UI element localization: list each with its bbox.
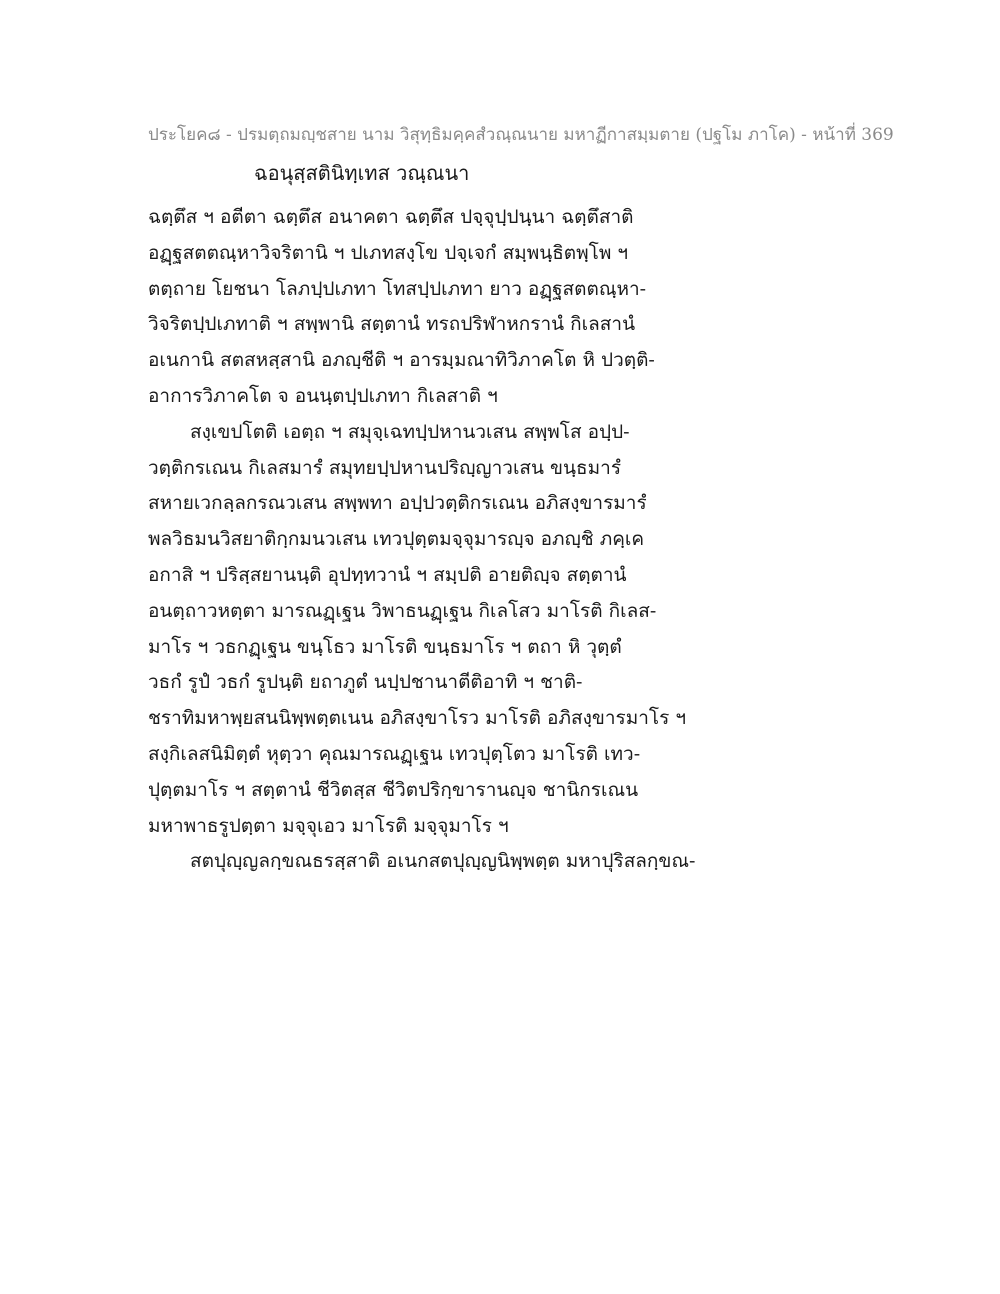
section-title: ฉอนุสฺสตินิทฺเทส วณฺณนา	[254, 161, 470, 185]
text-line: สหายเวกลฺลกรณวเสน สพฺพทา อปฺปวตฺติกรเณน อภิสงฺขารมารํ	[148, 492, 647, 515]
text-line: ชราทิมหาพฺยสนนิพฺพตฺตเนน อภิสงฺขาโรว มาโรติ อภิสงฺขารมาโร ฯ	[148, 707, 687, 730]
text-line: วตฺติกรเณน กิเลสมารํ สมุทยปฺปหานปริญฺญาวเสน ขนฺธมารํ	[148, 456, 622, 479]
text-line: อกาสิ ฯ ปริสฺสยานนฺติ อุปทฺทวานํ ฯ สมฺปติ อายติญฺจ สตฺตานํ	[148, 563, 627, 586]
paragraph-start-line: สตปุญฺญลกฺขณธรสฺสาติ อเนกสตปุญฺญนิพฺพตฺต มหาปุริสลกฺขณ-	[190, 850, 696, 873]
text-line: อฏฺฐสตตณฺหาวิจริตานิ ฯ ปเภทสงฺโข ปจฺเจกํ สมฺพนฺธิตพฺโพ ฯ	[148, 241, 629, 264]
text-line: อาการวิภาคโต จ อนนฺตปฺปเภทา กิเลสาติ ฯ	[148, 384, 498, 407]
body-text	[148, 200, 708, 880]
text-line: มาโร ฯ วธกฏฺเฐน ขนฺโธว มาโรติ ขนฺธมาโร ฯ ตถา หิ วุตฺตํ	[148, 635, 622, 658]
text-line: สงฺกิเลสนิมิตฺตํ หุตฺวา คุณมารณฏฺเฐน เทวปุตฺโตว มาโรติ เทว-	[148, 742, 641, 765]
text-line: อเนกานิ สตสหสฺสานิ อภญฺชีติ ฯ อารมฺมณาทิวิภาคโต หิ ปวตฺติ-	[148, 349, 655, 372]
text-line: อนตฺถาวหตฺตา มารณฏฺเฐน วิพาธนฏฺเฐน กิเลโสว มาโรติ กิเลส-	[148, 599, 657, 622]
page-header: ประโยค๘ - ปรมตฺถมญฺชสาย นาม วิสุทฺธิมคฺคสํวณฺณนาย มหาฏีกาสมฺมตาย (ปฐโม ภาโค) - หน้าที่ 369	[148, 125, 894, 145]
text-line: วธกํ รูปํ วธกํ รูปนฺติ ยถาภูตํ นปฺปชานาตีติอาทิ ฯ ชาติ-	[148, 671, 583, 694]
text-line: มหาพาธรูปตฺตา มจฺจุเอว มาโรติ มจฺจุมาโร ฯ	[148, 814, 509, 837]
text-line: วิจริตปฺปเภทาติ ฯ สพฺพานิ สตฺตานํ ทรถปริฬาหกรานํ กิเลสานํ	[148, 313, 636, 336]
text-line: ตตฺถาย โยชนา โลภปฺปเภทา โทสปฺปเภทา ยาว อฏฺฐสตตณฺหา-	[148, 277, 647, 300]
text-line: พลวิธมนวิสยาติกฺกมนวเสน เทวปุตฺตมจฺจุมารญฺจ อภญฺชิ ภคฺเค	[148, 528, 645, 551]
text-line: ปุตฺตมาโร ฯ สตฺตานํ ชีวิตสฺส ชีวิตปริกฺขารานญฺจ ชานิกรเณน	[148, 778, 639, 801]
text-line: ฉตฺตึส ฯ อตีตา ฉตฺตึส อนาคตา ฉตฺตึส ปจฺจุปฺปนฺนา ฉตฺตึสาติ	[148, 206, 634, 228]
paragraph-start-line: สงฺเขปโตติ เอตฺถ ฯ สมุจฺเฉทปฺปหานวเสน สพฺพโส อปฺป-	[190, 420, 630, 443]
